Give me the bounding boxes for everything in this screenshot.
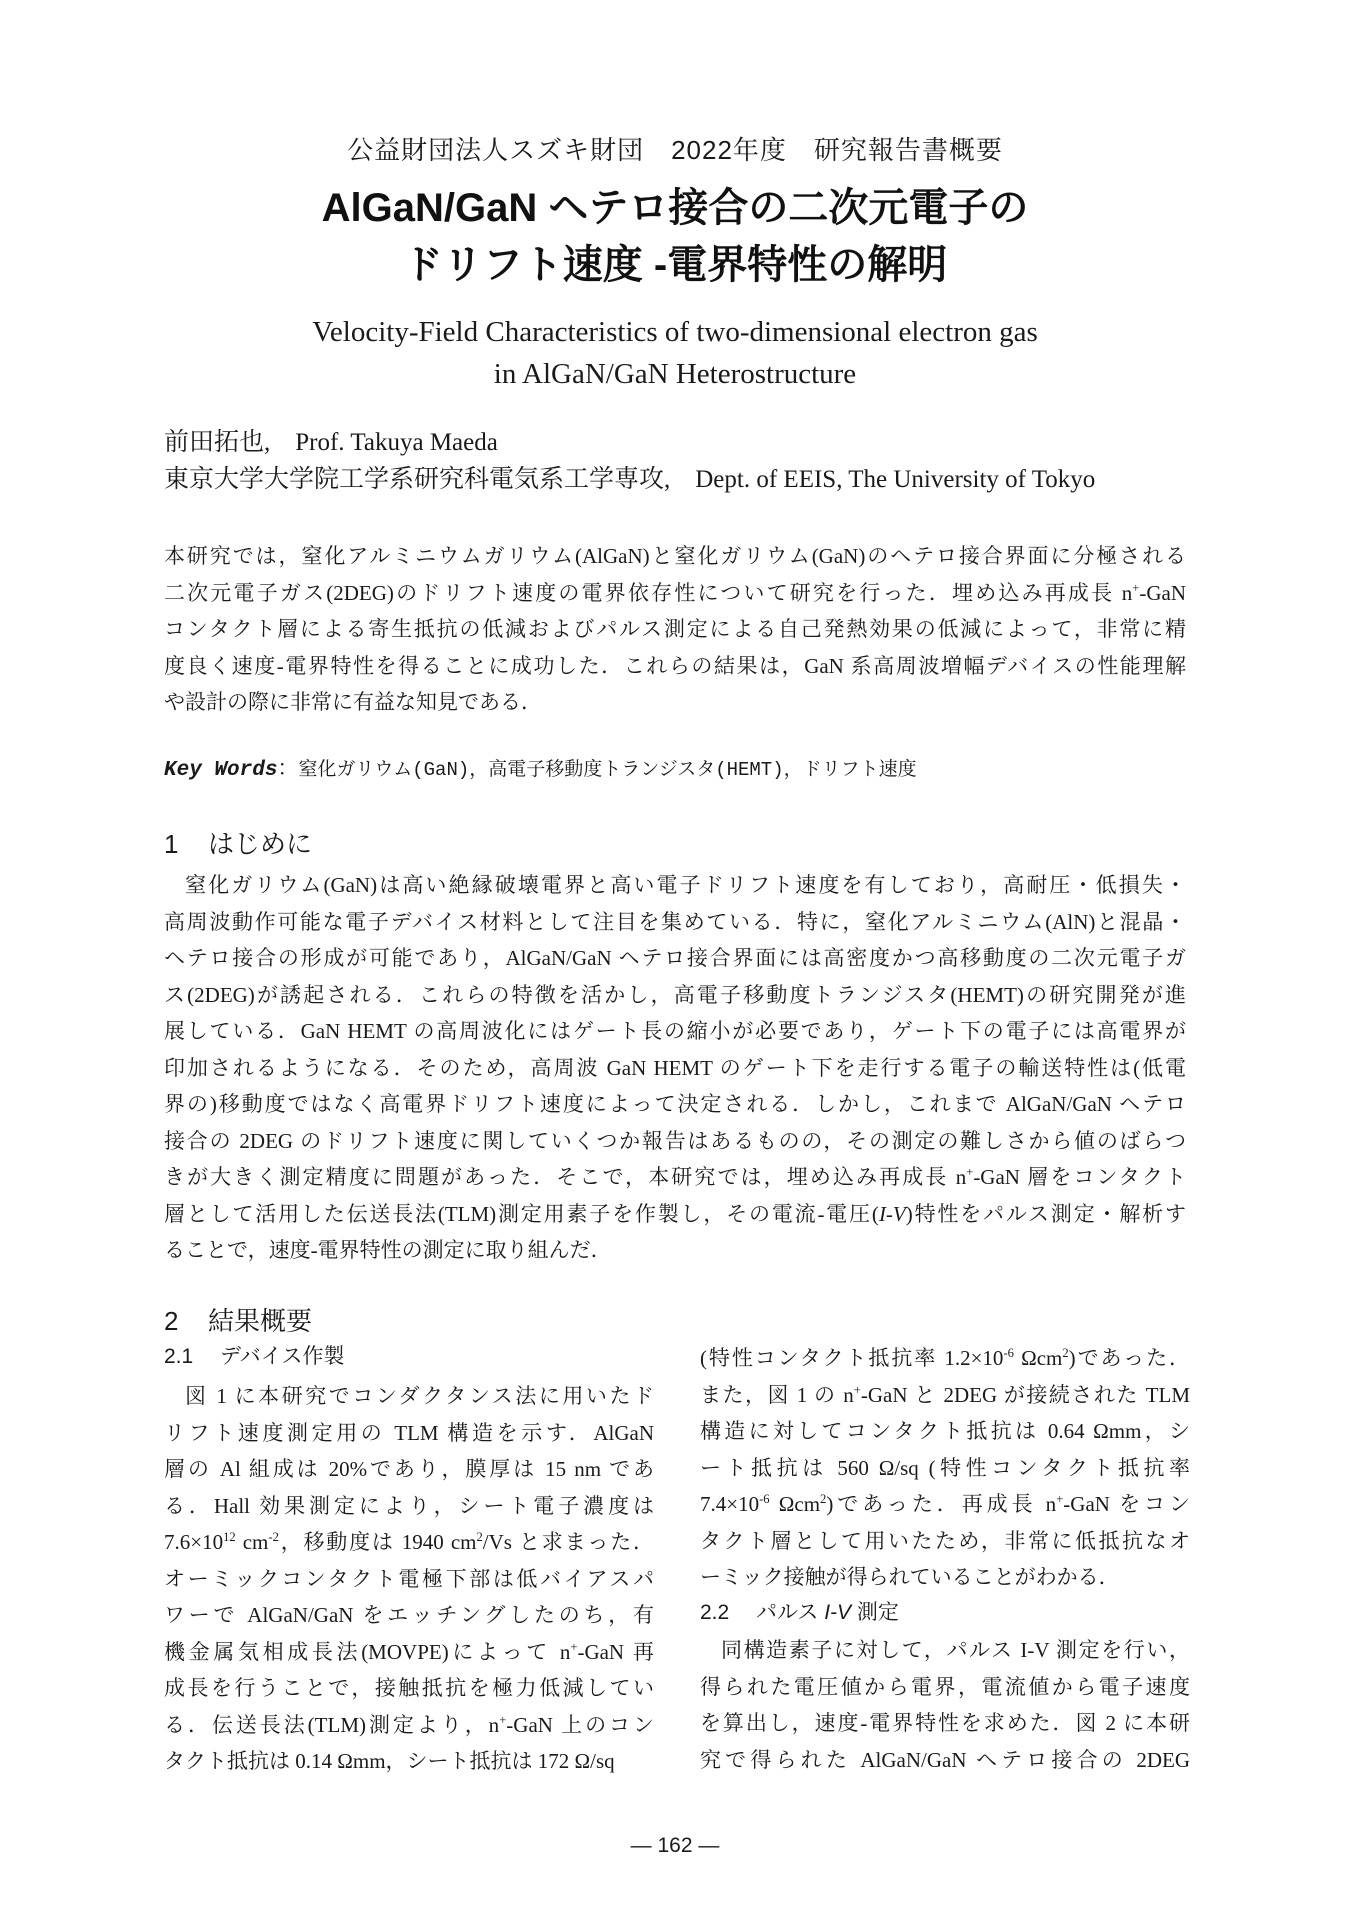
- publication-header: 公益財団法人スズキ財団 2022年度 研究報告書概要: [347, 135, 1003, 165]
- body-line-text: /Vs と求まった．: [482, 1530, 655, 1554]
- body-line-text: -GaN をコン: [1063, 1492, 1190, 1516]
- keywords-separator: ：: [277, 756, 299, 780]
- superscript: -2: [268, 1530, 279, 1544]
- body-line-text: )特性をパルス測定・解析す: [905, 1201, 1186, 1226]
- section-1-heading: [164, 831, 312, 857]
- subsection-2-2-heading: [700, 1596, 1190, 1633]
- section-title: 結果概要: [208, 1306, 313, 1336]
- body-line: ワーで AlGaN/GaN をエッチングしたのち，有: [164, 1603, 654, 1627]
- body-line: る．Hall 効果測定により，シート電子濃度は: [164, 1493, 654, 1518]
- body-line: [700, 1486, 1190, 1523]
- abstract-line-text: 二次元電子ガス(2DEG)のドリフト速度の電界依存性について研究を行った．埋め込み再成長 n: [164, 580, 1133, 605]
- body-line-text: )であった．: [1068, 1346, 1191, 1370]
- abstract: [164, 538, 1186, 721]
- superscript: 2: [1062, 1346, 1069, 1360]
- body-line: [164, 1524, 654, 1561]
- abstract-line: 度良く速度-電界特性を得ることに成功した．これらの結果は，GaN 系高周波増幅デバイスの性能理解: [164, 653, 1186, 678]
- body-line: タクト抵抗は 0.14 Ωmm，シート抵抗は 172 Ω/sq: [164, 1749, 615, 1773]
- body-line-text: ，移動度は 1940 cm: [278, 1530, 477, 1554]
- body-line-text: -GaN 層をコンタクト: [973, 1165, 1186, 1189]
- body-line-text: 層として活用した伝送長法(TLM)測定用素子を作製し，その電流-電圧(: [164, 1201, 879, 1226]
- subsection-title: デバイス作製: [220, 1345, 345, 1368]
- superscript: +: [1056, 1492, 1064, 1506]
- subsection-title: 測定: [851, 1600, 899, 1624]
- body-line: ーミック接触が得られていることがわかる．: [700, 1565, 1120, 1589]
- body-line: 接合の 2DEG のドリフト速度に関していくつか報告はあるものの，その測定の難しさから値のばらつ: [164, 1128, 1186, 1153]
- body-line: 構造に対してコンタクト抵抗は 0.64 Ωmm，シ: [700, 1419, 1190, 1443]
- italic-term: I-V: [878, 1201, 906, 1226]
- body-line-text: -GaN 再: [577, 1639, 654, 1664]
- superscript: +: [966, 1165, 974, 1179]
- body-line-text: -GaN と 2DEG が接続された TLM: [860, 1382, 1190, 1407]
- body-line: 窒化ガリウム(GaN)は高い絶縁破壊電界と高い電子ドリフト速度を有しており，高耐圧・低損失・: [185, 873, 1186, 897]
- title-english-line-2: in AlGaN/GaN Heterostructure: [493, 358, 857, 390]
- section-1-body: [164, 867, 1186, 1269]
- subsection-title: パルス: [756, 1600, 825, 1624]
- page-number: — 162 —: [630, 1834, 720, 1857]
- body-line-text: -GaN 上のコン: [506, 1712, 654, 1737]
- body-line: ヘテロ接合の形成が可能であり，AlGaN/GaN ヘテロ接合界面には高密度かつ高移動度の二次元電子ガ: [164, 946, 1186, 970]
- body-line-text: また，図 1 の n: [700, 1382, 854, 1407]
- body-line: タクト層として用いたため，非常に低抵抗なオ: [700, 1528, 1190, 1553]
- subsection-number: 2.2: [700, 1600, 730, 1624]
- body-line-text: (特性コンタクト抵抗率 1.2×10: [700, 1346, 1004, 1370]
- keywords-text: 窒化ガリウム(GaN)，高電子移動度トランジスタ(HEMT)，ドリフト速度: [298, 759, 917, 781]
- body-line-text: 7.6×10: [164, 1530, 224, 1554]
- superscript: -6: [759, 1492, 770, 1506]
- body-line-text: Ωcm: [769, 1492, 821, 1516]
- body-line: ート抵抗は 560 Ω/sq (特性コンタクト抵抗率: [700, 1455, 1190, 1480]
- abstract-line: や設計の際に非常に有益な知見である．: [164, 690, 542, 714]
- keywords: [164, 758, 917, 781]
- italic-term: I-V: [824, 1600, 852, 1624]
- title-japanese-line-1: AlGaN/GaN ヘテロ接合の二次元電子の: [321, 186, 1029, 230]
- subsection-number: 2.1: [164, 1345, 194, 1368]
- right-column: [700, 1340, 1190, 1778]
- title-english-line-1: Velocity-Field Characteristics of two-dimensional electron gas: [312, 316, 1038, 348]
- superscript: 12: [223, 1530, 236, 1544]
- body-line: 界の)移動度ではなく高電界ドリフト速度によって決定される．しかし，これまで AlGaN/GaN ヘテロ: [164, 1092, 1186, 1116]
- superscript: +: [853, 1382, 861, 1397]
- body-line: [164, 1196, 1186, 1233]
- body-line-text: る．伝送長法(TLM)測定より，n: [164, 1712, 500, 1737]
- body-line: 得られた電圧値から電界，電流値から電子速度: [700, 1674, 1190, 1699]
- section-title: はじめに: [208, 829, 313, 859]
- body-line-text: きが大きく測定精度に問題があった．そこで，本研究では，埋め込み再成長 n: [164, 1165, 967, 1189]
- keywords-label: Key Words: [164, 759, 278, 782]
- body-line-text: cm: [235, 1530, 269, 1554]
- body-line: 層の Al 組成は 20%であり，膜厚は 15 nm であ: [164, 1457, 654, 1481]
- body-line-text: Ωcm: [1013, 1346, 1063, 1370]
- author-affiliation: 東京大学大学院工学系研究科電気系工学専攻, Dept. of EEIS, The University of Tokyo: [164, 466, 1096, 493]
- body-line: 図 1 に本研究でコンダクタンス法に用いたド: [185, 1384, 654, 1408]
- body-line: 同構造素子に対して，パルス I-V 測定を行い，: [721, 1638, 1190, 1662]
- superscript: -6: [1003, 1346, 1014, 1360]
- body-line: [164, 1634, 654, 1671]
- section-2-heading: [164, 1308, 312, 1334]
- body-line: ることで，速度-電界特性の測定に取り組んだ．: [164, 1238, 612, 1262]
- abstract-line-text: -GaN: [1139, 580, 1186, 605]
- author-name: 前田拓也, Prof. Takuya Maeda: [164, 429, 498, 456]
- title-japanese-line-2: ドリフト速度 -電界特性の解明: [402, 243, 948, 287]
- body-line: 印加されるようになる．そのため，高周波 GaN HEMT のゲート下を走行する電子の輸送特性は(低電: [164, 1055, 1186, 1080]
- body-line: [700, 1340, 1190, 1377]
- superscript: +: [499, 1712, 507, 1727]
- superscript: 2: [476, 1530, 483, 1544]
- section-number: 2: [164, 1306, 179, 1336]
- abstract-line: 本研究では，窒化アルミニウムガリウム(AlGaN)と窒化ガリウム(GaN)のヘテロ接合界面に分極される: [164, 544, 1186, 568]
- body-line: 高周波動作可能な電子デバイス材料として注目を集めている．特に，窒化アルミニウム(AlN)と混晶・: [164, 909, 1186, 934]
- left-column: [164, 1378, 654, 1780]
- body-line-text: )であった．再成長 n: [826, 1492, 1057, 1516]
- body-line: 展している．GaN HEMT の高周波化にはゲート長の縮小が必要であり，ゲート下の電子には高電界が: [164, 1019, 1186, 1043]
- body-line-text: 7.4×10: [700, 1492, 760, 1516]
- abstract-line: コンタクト層による寄生抵抗の低減およびパルス測定による自己発熱効果の低減によって，非常に精: [164, 617, 1186, 641]
- body-line: ス(2DEG)が誘起される．これらの特徴を活かし，高電子移動度トランジスタ(HEMT)の研究開発が進: [164, 982, 1186, 1007]
- body-line: [164, 1159, 1186, 1196]
- body-line: [164, 1707, 654, 1744]
- body-line-text: 機金属気相成長法(MOVPE)によって n: [164, 1639, 571, 1664]
- section-number: 1: [164, 829, 179, 859]
- abstract-line: [164, 575, 1186, 612]
- superscript: 2: [820, 1492, 827, 1506]
- superscript: +: [570, 1639, 578, 1654]
- body-line: 究で得られた AlGaN/GaN ヘテロ接合の 2DEG: [700, 1747, 1190, 1772]
- body-line: オーミックコンタクト電極下部は低バイアスパ: [164, 1566, 654, 1591]
- body-line: 成長を行うことで，接触抵抗を極力低減してい: [164, 1676, 654, 1700]
- body-line: を算出し，速度-電界特性を求めた．図 2 に本研: [700, 1711, 1190, 1735]
- superscript: +: [1132, 580, 1140, 595]
- body-line: [700, 1377, 1190, 1414]
- subsection-2-1-heading: [164, 1346, 345, 1367]
- body-line: リフト速度測定用の TLM 構造を示す．AlGaN: [164, 1420, 654, 1445]
